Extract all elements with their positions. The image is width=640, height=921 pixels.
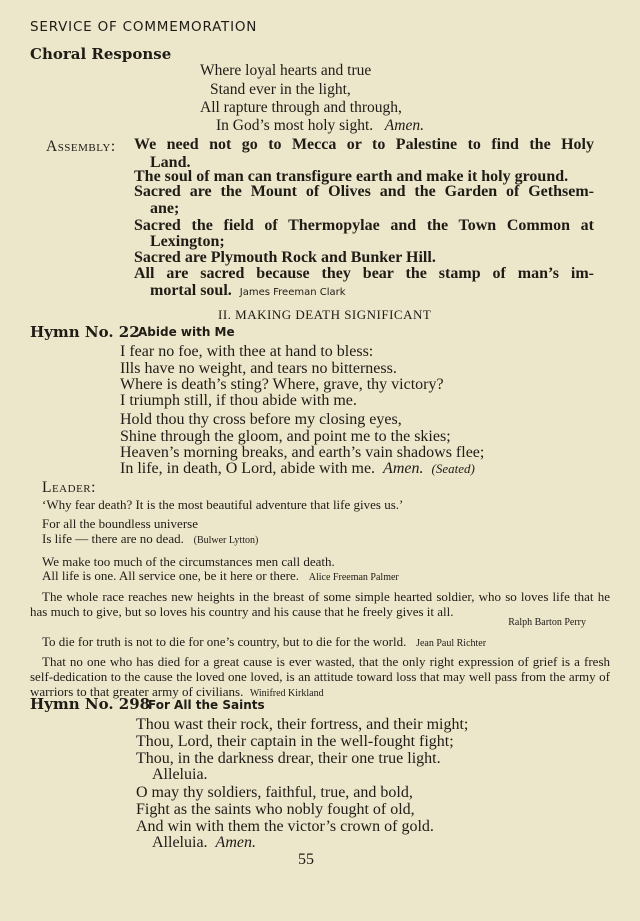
amen: Amen. [215,834,256,851]
assembly-line: The soul of man can transfigure earth and make it holy ground. [134,168,569,185]
choral-line: All rapture through and through, [200,99,402,116]
amen: Amen. [384,117,424,134]
hymn-line: Hold thou thy cross before my closing eyes, [120,411,402,428]
leader-quote: To die for truth is not to die for one’s country, but to die for the world. Jean Paul Richter [42,634,487,649]
hymn-line: Heaven’s morning breaks, and earth’s vain shadows flee; [120,444,485,461]
hymn-label: Hymn No. 22 [30,323,140,341]
hymn-line: I fear no foe, with thee at hand to bless: [120,343,374,360]
hymn-line: Thou, Lord, their captain in the well-fought fight; [136,733,454,750]
assembly-line: All are sacred because they bear the stamp of man’s im- [134,265,594,282]
attribution: Ralph Barton Perry [508,617,586,628]
hymn-line: I triumph still, if thou abide with me. [120,392,357,409]
hymn-title: Abide with Me [138,325,235,339]
assembly-line: Sacred are the Mount of Olives and the Garden of Gethsem- [134,183,594,200]
amen: Amen. [383,460,424,477]
choral-response-heading: Choral Response [30,45,172,63]
hymn-line: O may thy soldiers, faithful, true, and bold, [136,784,413,801]
attribution: (Bulwer Lytton) [193,535,259,546]
hymn-title: For All the Saints [148,698,265,712]
page-number: 55 [298,851,314,868]
attribution: James Freeman Clark [239,287,346,298]
leader-quote-line: For all the boundless universe [42,516,198,531]
hymn-line: Thou, in the darkness drear, their one true light. [136,750,441,767]
hymn-line: Shine through the gloom, and point me to the skies; [120,428,451,445]
leader-quote: The whole race reaches new heights in the breast of some simple hearted soldier, who so loves life that he has much to give, but so loves his country and his cause that he freely gives it all. [30,589,610,619]
assembly-line: Sacred the field of Thermopylae and the Town Common at [134,217,594,234]
choral-line: In God’s most holy sight. Amen. [216,117,424,134]
assembly-line: ane; [150,200,180,217]
hymn-line: Ills have no weight, and tears no bitterness. [120,360,397,377]
attribution: Alice Freeman Palmer [308,572,399,583]
leader-quote-line: We make too much of the circumstances men call death. [42,554,335,569]
leader-quote-line: Is life — there are no dead. (Bulwer Lytton) [42,531,259,546]
assembly-line: Land. [150,154,191,171]
assembly-line: mortal soul. James Freeman Clark [150,282,346,299]
attribution: Jean Paul Richter [416,638,487,649]
hymn-line: Fight as the saints who nobly fought of old, [136,801,415,818]
leader-label: Leader: [42,479,96,496]
seated-direction: (Seated) [431,461,475,476]
hymn-line: Where is death’s sting? Where, grave, thy victory? [120,376,444,393]
assembly-line: Lexington; [150,233,225,250]
leader-quote-line: All life is one. All service one, be it here or there. Alice Freeman Palmer [42,568,399,583]
assembly-line: Sacred are Plymouth Rock and Bunker Hill. [134,249,436,266]
hymn-line: Alleluia. Amen. [152,834,256,851]
leader-quote: That no one who has died for a great cause is ever wasted, that the only right expression of grief is a fresh self-dedication to the cause the loved one loved, is an attitude toward loss that may well pass from the army of warriors to that greater army of civilians. Winifred Kirkland [30,654,610,699]
hymn-label: Hymn No. 298 [30,695,151,713]
assembly-line: We need not go to Mecca or to Palestine to find the Holy [134,136,594,153]
choral-line: Where loyal hearts and true [200,62,372,79]
hymn-line: In life, in death, O Lord, abide with me. Amen. (Seated) [120,460,475,477]
hymn-line: And win with them the victor’s crown of gold. [136,818,434,835]
leader-quote: ‘Why fear death? It is the most beautiful adventure that life gives us.’ [42,497,404,512]
running-title: SERVICE OF COMMEMORATION [30,19,258,35]
hymn-line: Thou wast their rock, their fortress, and their might; [136,716,469,733]
assembly-label: Assembly: [46,138,116,155]
hymn-line: Alleluia. [152,766,208,783]
choral-line: Stand ever in the light, [210,81,351,98]
attribution: Winifred Kirkland [249,688,324,699]
section-heading: II. MAKING DEATH SIGNIFICANT [218,307,432,322]
